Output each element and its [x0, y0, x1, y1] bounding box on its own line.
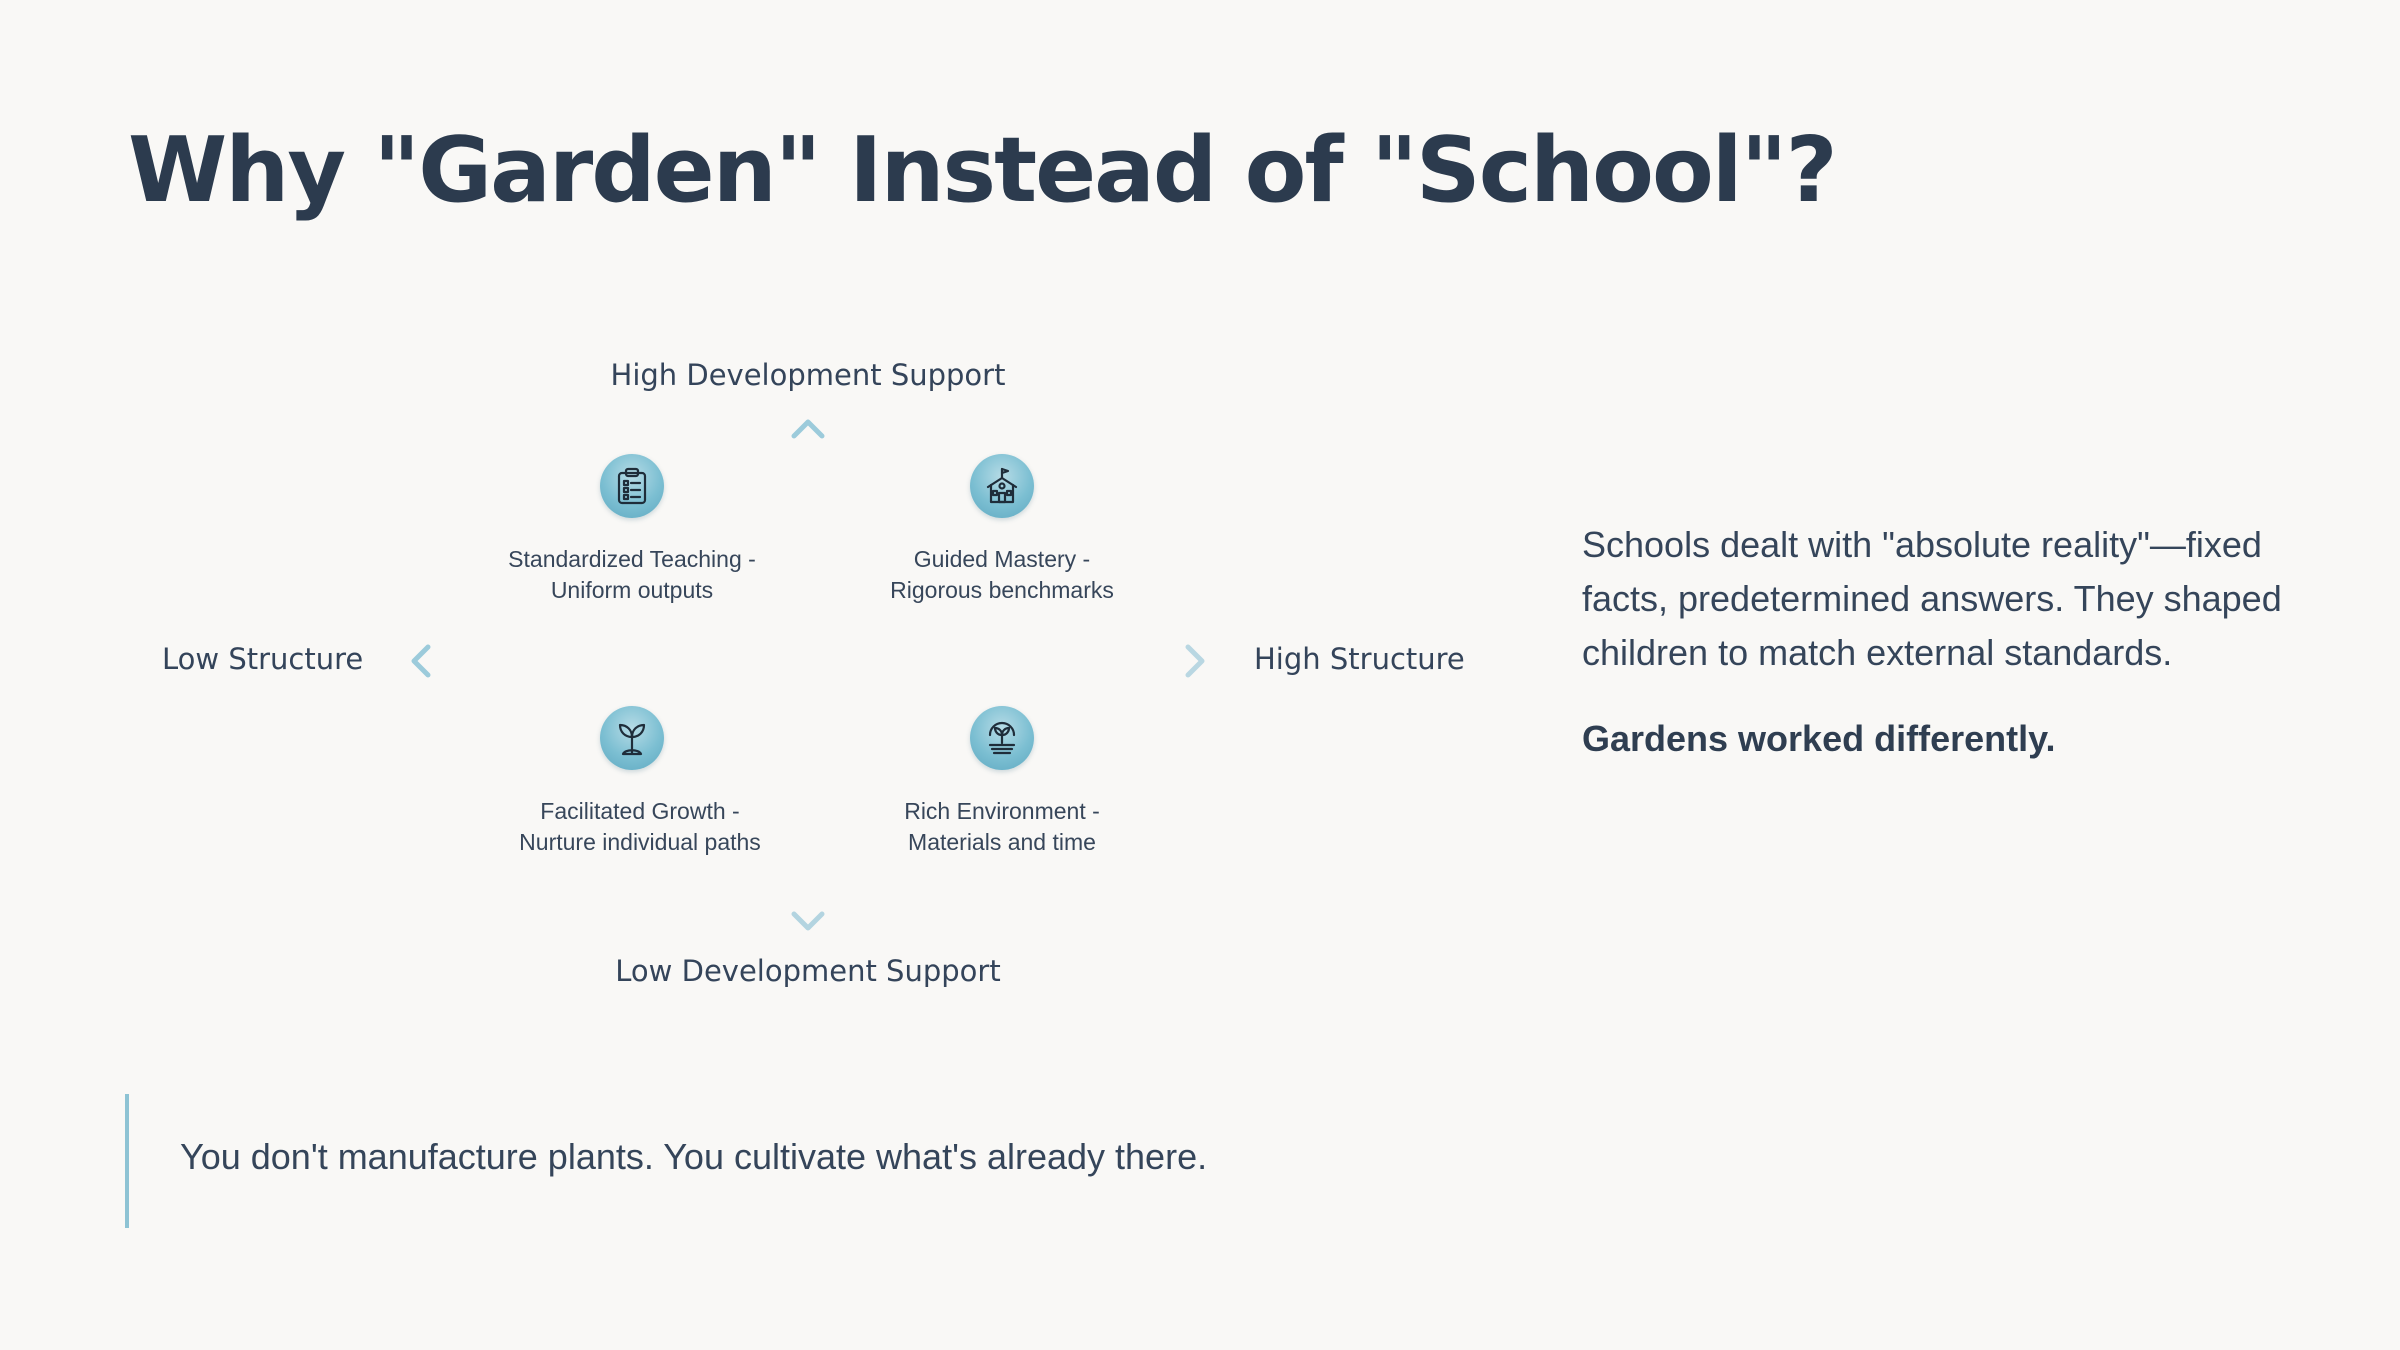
quadrant-standardized-teaching: [452, 454, 812, 606]
axis-label-high-development: High Development Support: [610, 358, 1006, 392]
sprout-icon: [600, 706, 664, 770]
quadrant-caption-line2: Rigorous benchmarks: [890, 577, 1114, 603]
quadrant-caption: [822, 796, 1182, 858]
slide-title: Why "Garden" Instead of "School"?: [128, 118, 1836, 223]
quadrant-caption-line2: Uniform outputs: [550, 577, 714, 603]
explanation-emphasis: Gardens worked differently.: [1582, 718, 2056, 759]
quadrant-caption: [822, 544, 1182, 606]
quote-accent-bar: [125, 1094, 129, 1228]
quadrant-caption-line2: Materials and time: [908, 829, 1096, 855]
quadrant-facilitated-growth: [452, 706, 812, 858]
quadrant-guided-mastery: [822, 454, 1182, 606]
quadrant-caption-line1: Guided Mastery -: [913, 546, 1091, 572]
pull-quote: You don't manufacture plants. You cultivate what's already there.: [180, 1136, 1208, 1177]
axis-label-low-structure: Low Structure: [162, 642, 364, 676]
plant-in-soil-icon: [970, 706, 1034, 770]
explanation-paragraph: Schools dealt with "absolute reality"—fixed facts, predetermined answers. They shaped children to match external standards.: [1582, 524, 2282, 673]
quadrant-rich-environment: [822, 706, 1182, 858]
quadrant-caption-line1: Rich Environment -: [904, 798, 1100, 824]
quadrant-caption-line2: Nurture individual paths: [519, 829, 761, 855]
quadrant-caption-line1: Standardized Teaching -: [508, 546, 756, 572]
axis-label-high-structure: High Structure: [1254, 642, 1465, 676]
quadrant-caption: [452, 544, 812, 606]
side-explanation: [1582, 518, 2302, 798]
clipboard-checklist-icon: [600, 454, 664, 518]
axis-label-low-development: Low Development Support: [615, 954, 1001, 988]
schoolhouse-icon: [970, 454, 1034, 518]
quadrant-caption-line1: Facilitated Growth -: [540, 798, 740, 824]
quadrant-caption: [468, 796, 812, 858]
